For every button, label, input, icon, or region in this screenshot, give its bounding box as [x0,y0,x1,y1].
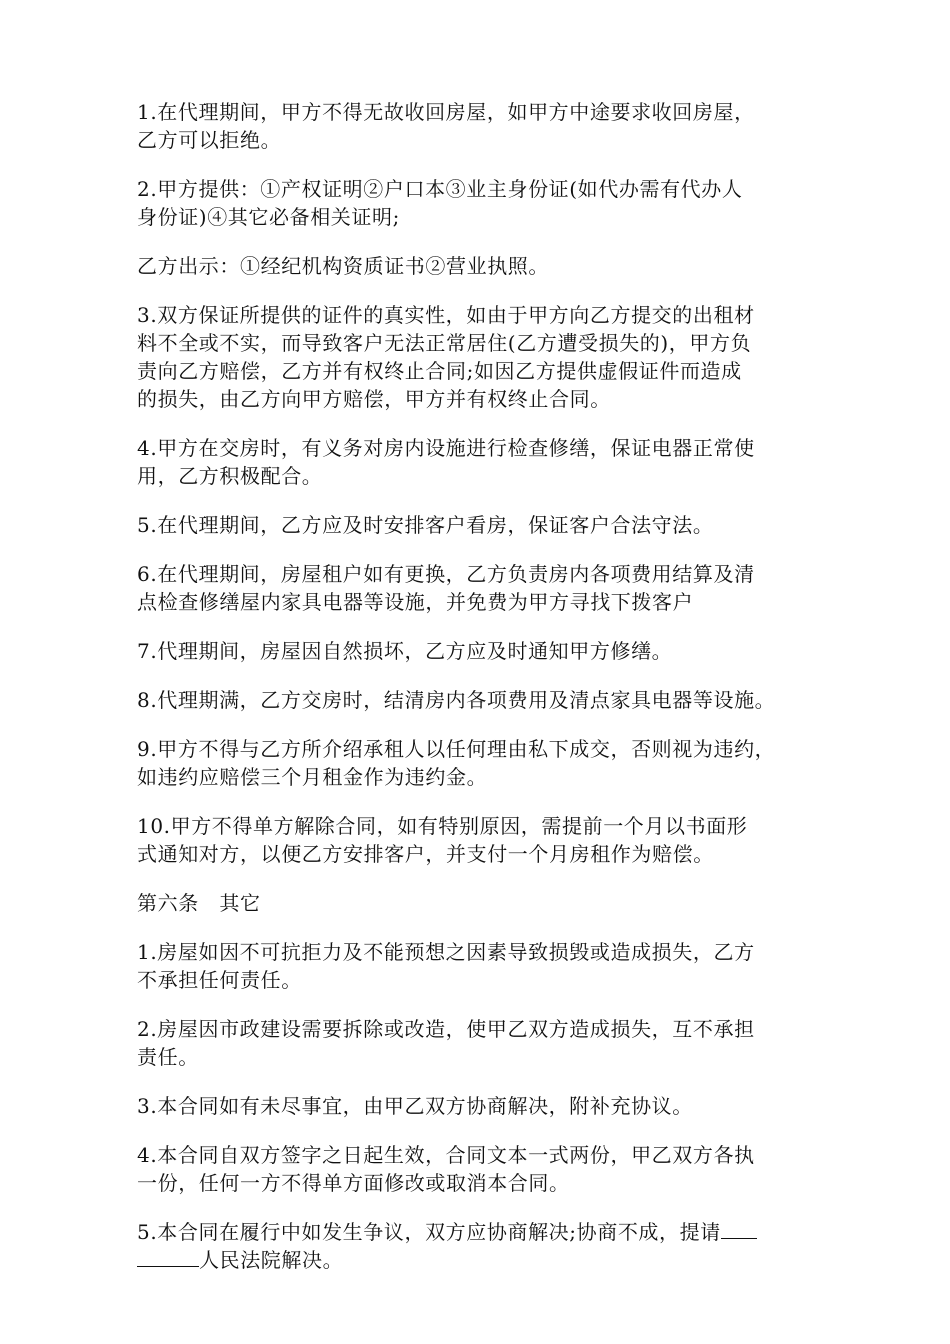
clause-paragraph: 7.代理期间，房屋因自然损坏，乙方应及时通知甲方修缮。 [137,639,673,663]
clause-paragraph: 2.房屋因市政建设需要拆除或改造，使甲乙双方造成损失，互不承担 责任。 [137,1017,755,1069]
clause-paragraph: 5.在代理期间，乙方应及时安排客户看房，保证客户合法守法。 [137,513,714,537]
clause-paragraph: 4.甲方在交房时，有义务对房内设施进行检查修缮，保证电器正常使 用，乙方积极配合。 [137,436,755,488]
clause-paragraph: 4.本合同自双方签字之日起生效，合同文本一式两份，甲乙双方各执 一份，任何一方不得单方面修改或取消本合同。 [137,1143,755,1195]
section-heading: 第六条 其它 [137,891,261,915]
fill-in-blank[interactable] [721,1220,757,1239]
clause-paragraph: 9.甲方不得与乙方所介绍承租人以任何理由私下成交，否则视为违约， 如违约应赔偿三个月租金作为违约金。 [137,737,776,789]
contract-body [137,98,827,1295]
clause-paragraph: 3.本合同如有未尽事宜，由甲乙双方协商解决，附补充协议。 [137,1094,693,1118]
clause-paragraph: 1.房屋如因不可抗拒力及不能预想之因素导致损毁或造成损失，乙方 不承担任何责任。 [137,940,755,992]
clause-line-1: 5.本合同在履行中如发生争议，双方应协商解决;协商不成，提请 [137,1220,721,1244]
clause-paragraph: 3.双方保证所提供的证件的真实性，如由于甲方向乙方提交的出租材 料不全或不实，而导致客户无法正常居住(乙方遭受损失的)，甲方负 责向乙方赔偿，乙方并有权终止合同;如因乙方提供虚假证件而造成 的损失，由乙方向甲方赔偿，甲方并有权终止合同。 [137,303,755,411]
clause-paragraph: 6.在代理期间，房屋租户如有更换，乙方负责房内各项费用结算及清 点检查修缮屋内家具电器等设施，并免费为甲方寻找下拨客户 [137,562,755,614]
clause-paragraph-last [137,1218,827,1274]
clause-paragraph: 乙方出示：①经纪机构资质证书②营业执照。 [137,254,549,278]
clause-paragraph: 1.在代理期间，甲方不得无故收回房屋，如甲方中途要求收回房屋， 乙方可以拒绝。 [137,100,755,152]
clause-line-2: 人民法院解决。 [199,1248,344,1272]
clause-paragraph: 2.甲方提供：①产权证明②户口本③业主身份证(如代办需有代办人 身份证)④其它必备相关证明; [137,177,743,229]
clause-paragraph: 10.甲方不得单方解除合同，如有特别原因，需提前一个月以书面形 式通知对方，以便乙方安排客户，并支付一个月房租作为赔偿。 [137,814,748,866]
clause-paragraph: 8.代理期满，乙方交房时，结清房内各项费用及清点家具电器等设施。 [137,688,776,712]
fill-in-blank[interactable] [137,1248,199,1267]
